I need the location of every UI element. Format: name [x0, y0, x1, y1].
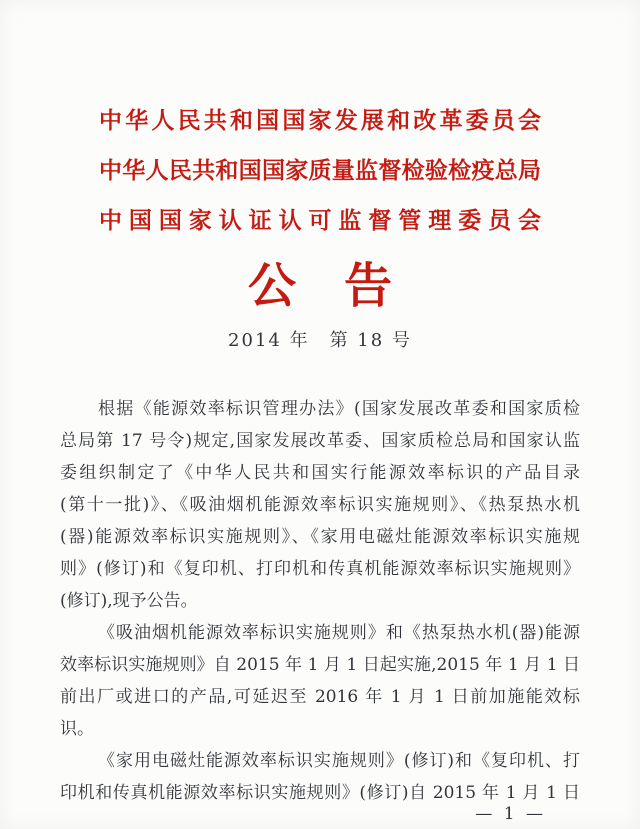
paragraph-line: 效率标识实施规则》自 2015 年 1 月 1 日起实施,2015 年 1 月 1 日 — [60, 655, 580, 675]
issuer-line-ndrc: 中华人民共和国国家发展和改革委员会 — [99, 107, 541, 134]
page-number: — 1 — — [475, 804, 546, 824]
paragraph-line: (修订),现予公告。 — [60, 591, 198, 611]
paragraph-line: (第十一批)》、《吸油烟机能源效率标识实施规则》、《热泵热水机 — [60, 495, 580, 515]
paragraph-line: 根据《能源效率标识管理办法》(国家发展改革委和国家质检 — [98, 399, 580, 419]
paragraph-line: 总局第 17 号令)规定,国家发展改革委、国家质检总局和国家认监 — [60, 431, 580, 451]
paragraph-line: 《家用电磁灶能源效率标识实施规则》(修订)和《复印机、打 — [98, 751, 580, 771]
paragraph-line: 则》(修订)和《复印机、打印机和传真机能源效率标识实施规则》 — [60, 559, 580, 579]
issuer-line-cnca: 中国国家认证认可监督管理委员会 — [99, 207, 541, 234]
paragraph-line: 委组织制定了《中华人民共和国实行能源效率标识的产品目录 — [60, 463, 580, 483]
paragraph-line: 识。 — [60, 719, 94, 739]
paragraph-line: (器)能源效率标识实施规则》、《家用电磁灶能源效率标识实施规 — [60, 527, 580, 547]
paragraph-line: 《吸油烟机能源效率标识实施规则》和《热泵热水机(器)能源 — [98, 623, 580, 643]
announcement-body — [60, 393, 580, 809]
paragraph-line: 印机和传真机能源效率标识实施规则》(修订)自 2015 年 1 月 1 日 — [60, 783, 580, 803]
issuer-header — [99, 0, 541, 246]
issuer-line-aqsiq: 中华人民共和国国家质量监督检验检疫总局 — [99, 157, 541, 184]
paragraph-line: 前出厂或进口的产品,可延迟至 2016 年 1 月 1 日前加施能效标 — [60, 687, 580, 707]
announcement-title: 公 告 — [247, 258, 392, 314]
issue-number: 2014 年 第 18 号 — [228, 330, 412, 351]
